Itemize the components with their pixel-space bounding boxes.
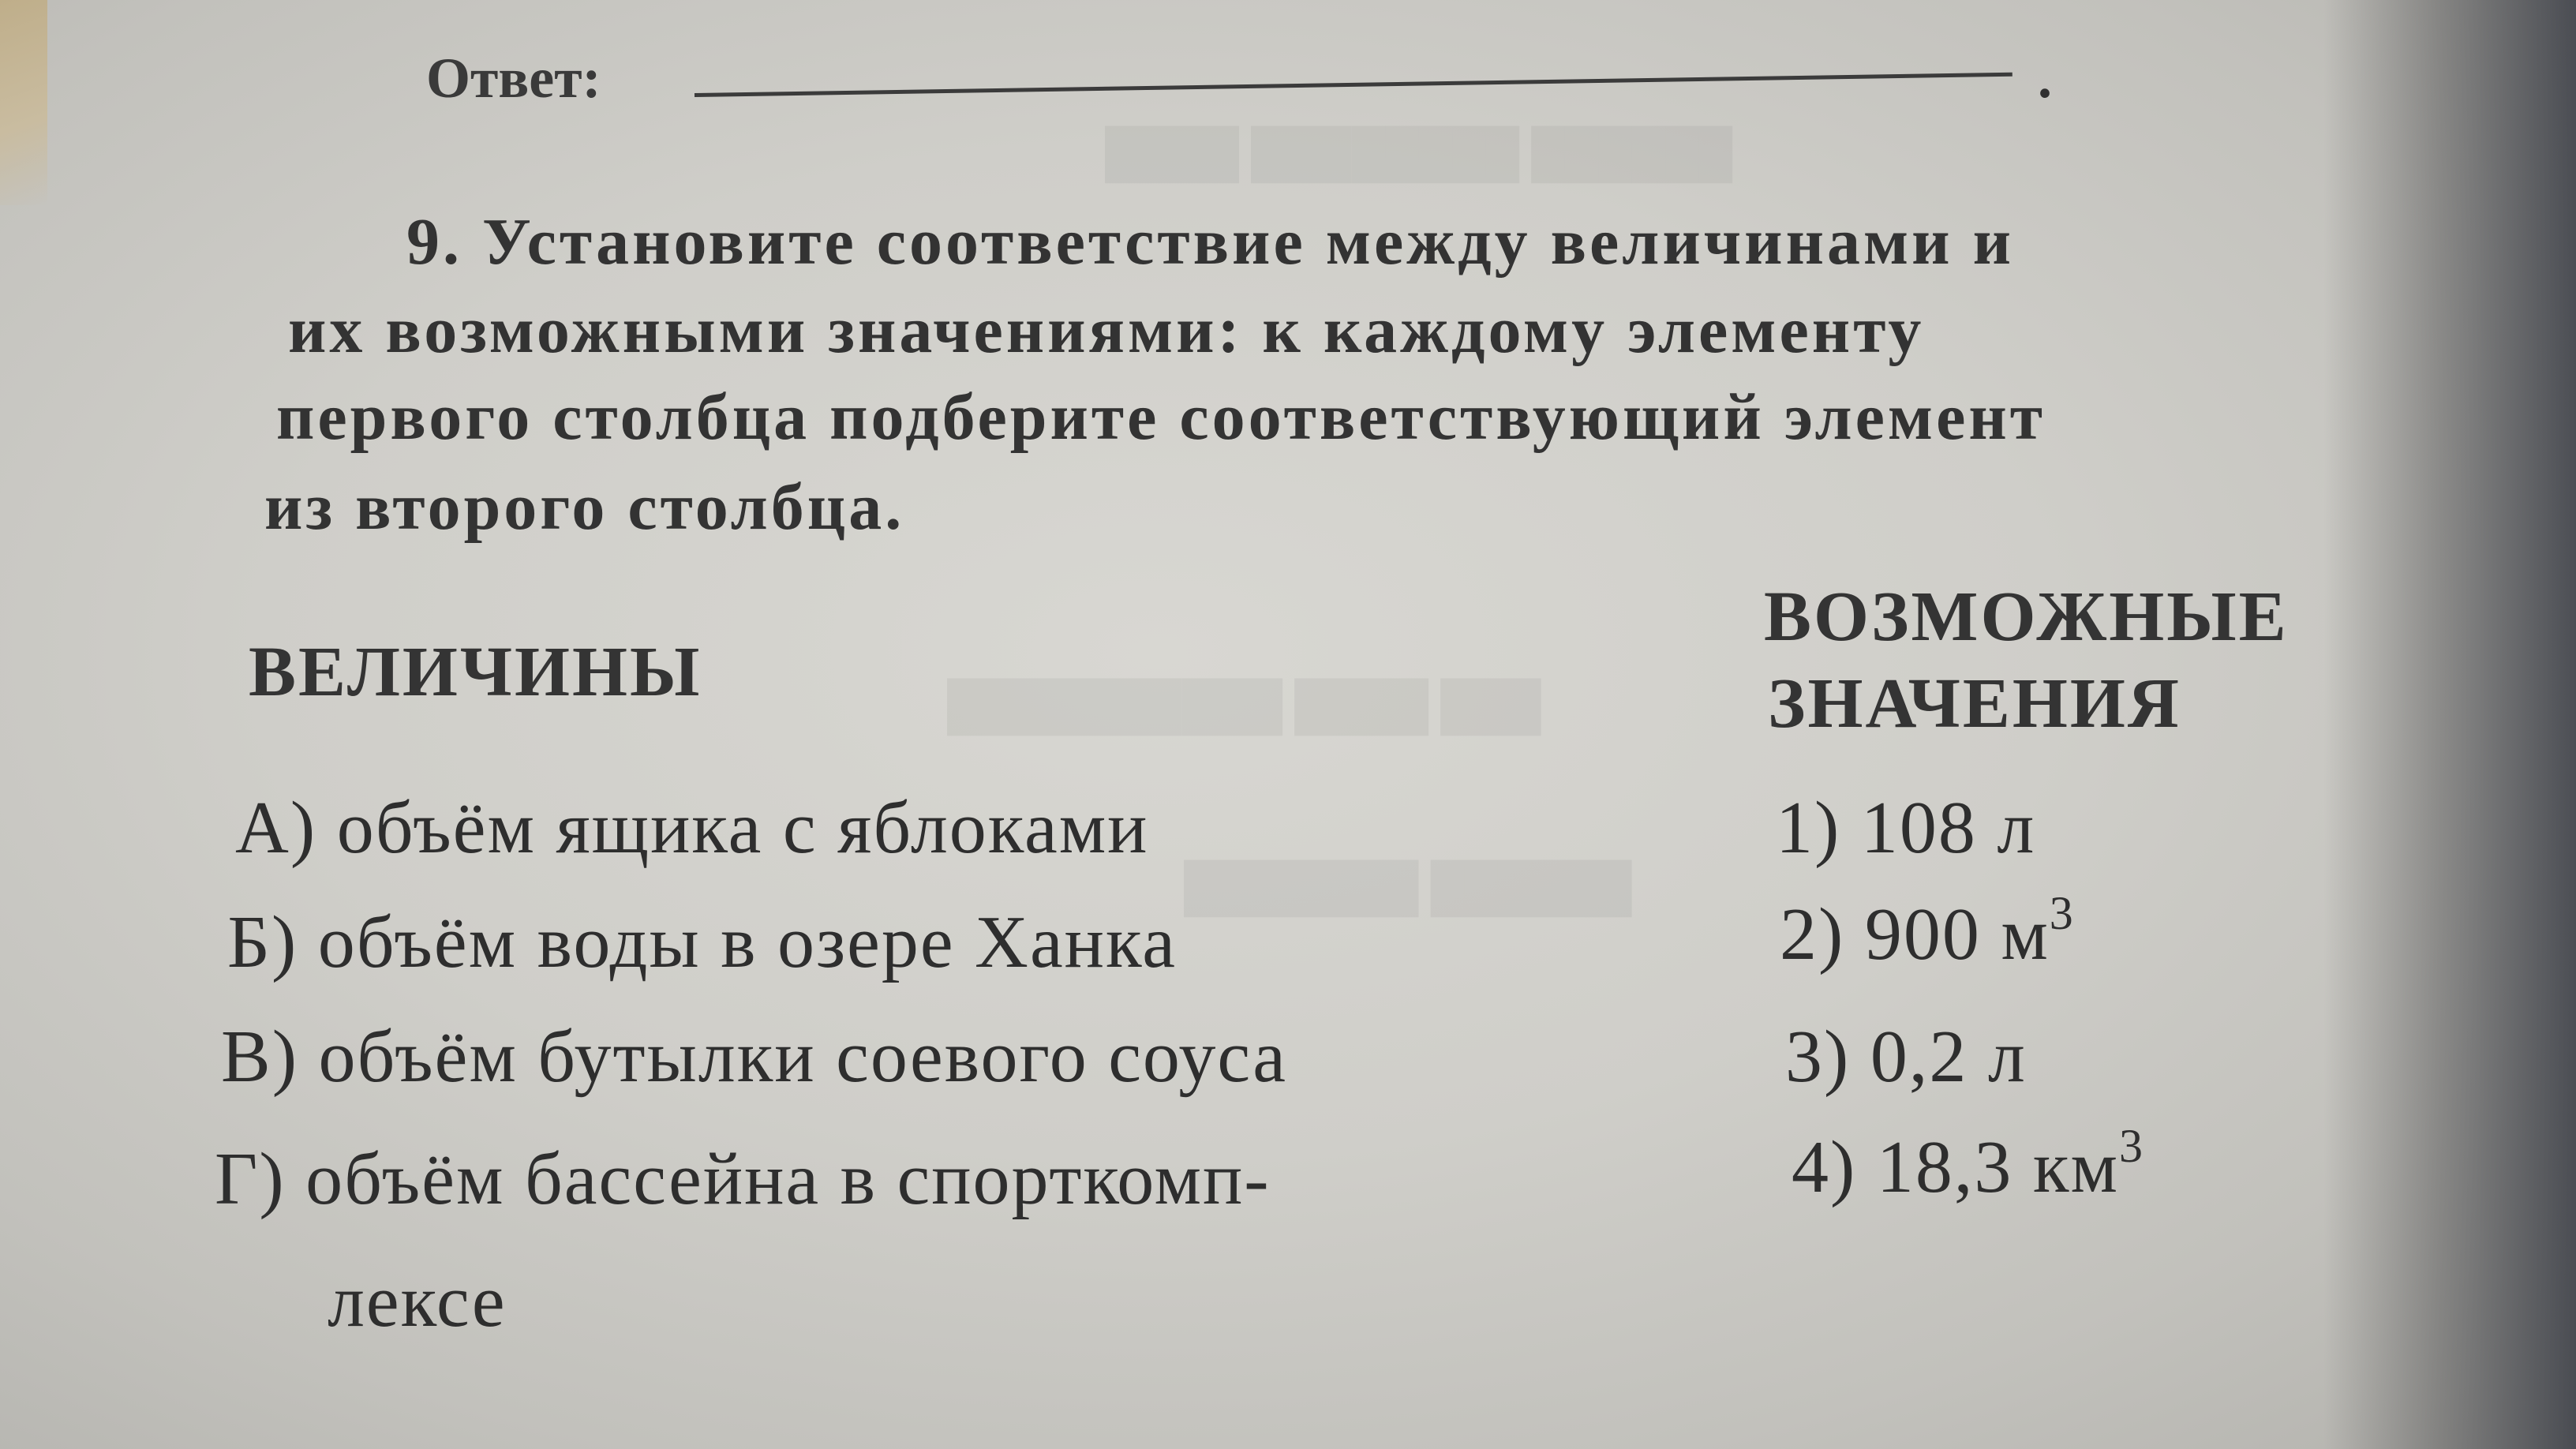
task-line-4: из второго столбца. (264, 470, 905, 544)
value-amount: 18,3 (1876, 1126, 2013, 1208)
task-line-1-text: Установите соответствие между величинами и (482, 205, 2014, 279)
quantity-item (227, 900, 1177, 985)
value-item (1780, 887, 2075, 977)
value-exponent: 3 (2049, 887, 2075, 939)
value-unit: л (1987, 1016, 2027, 1098)
value-amount: 0,2 (1870, 1016, 1968, 1098)
quantity-text: объём бассейна в спорткомп- (305, 1138, 1271, 1220)
value-unit: м (2001, 893, 2050, 975)
value-exponent: 3 (2118, 1120, 2144, 1172)
quantity-item (215, 1136, 1271, 1222)
show-through-text: ███████ ██████ (1184, 861, 1632, 913)
task-line-3: первого столбца подберите соответствующий элемент (276, 380, 2046, 454)
page-edge-shadow (2323, 0, 2576, 1449)
quantity-letter: В) (221, 1016, 298, 1098)
answer-label: Ответ: (426, 47, 601, 110)
quantity-text: объём воды в озере Ханка (317, 901, 1177, 983)
right-column-header-line-2: ЗНАЧЕНИЯ (1768, 665, 2181, 743)
quantity-item (235, 785, 1148, 871)
task-line-2: их возможными значениями: к каждому элементу (288, 294, 1925, 367)
value-item (1776, 785, 2035, 871)
left-column-header: ВЕЛИЧИНЫ (249, 633, 702, 711)
value-number: 1) (1776, 787, 1841, 869)
value-unit: л (1997, 787, 2036, 869)
value-unit: км (2032, 1126, 2119, 1208)
value-number: 3) (1785, 1016, 1851, 1098)
value-number: 4) (1792, 1126, 1857, 1208)
quantity-item (221, 1014, 1287, 1099)
value-amount: 900 (1864, 893, 1981, 975)
quantity-text: объём бутылки соевого соуса (318, 1016, 1287, 1098)
quantity-continuation: лексе (328, 1260, 507, 1342)
value-number: 2) (1780, 893, 1845, 975)
answer-dot: . (2038, 47, 2052, 110)
value-item (1785, 1014, 2027, 1099)
task-number: 9. (406, 205, 462, 279)
show-through-text: ██████████ ████ ███ (947, 680, 1541, 732)
value-item (1792, 1120, 2144, 1210)
value-amount: 108 (1860, 787, 1977, 869)
quantity-letter: Г) (215, 1138, 286, 1220)
table-surface (0, 0, 47, 205)
answer-blank-line (695, 73, 2012, 97)
show-through-text: ████ ████████ ██████ (1105, 127, 1733, 179)
quantity-text: объём ящика с яблоками (336, 787, 1149, 869)
quantity-letter: Б) (227, 901, 298, 983)
right-column-header-line-1: ВОЗМОЖНЫЕ (1764, 578, 2289, 656)
task-line-1 (406, 204, 2014, 280)
quantity-letter: А) (235, 787, 317, 869)
